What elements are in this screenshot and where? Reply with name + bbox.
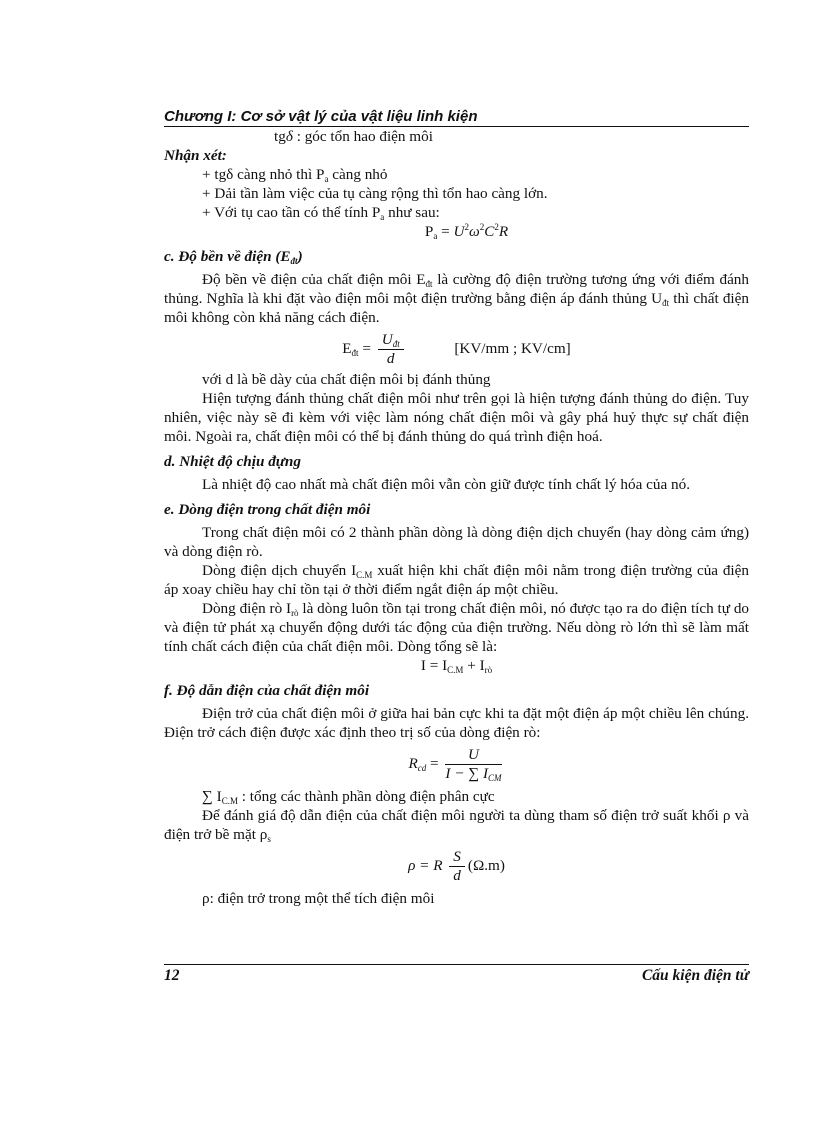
nhan-xet-title: Nhận xét: bbox=[164, 147, 227, 164]
formula-total-current: $I = I_{C.M} + I_{rò}$ bbox=[420, 657, 493, 675]
section-c-paragraph-2: Hiện tượng đánh thủng chất điện môi như trên gọi là hiện tượng đánh thủng do điện. Tuy nhiên, việc này sẽ đi kèm với việc làm nóng chất điện môi và gây phá huỷ thực sự chất điện môi. Ngoài ra, chất điện môi có thể bị đánh thủng do quá trình điện hoá. bbox=[164, 390, 749, 445]
section-f-title: f. Độ dẫn điện của chất điện môi bbox=[164, 682, 370, 699]
formula-rcd: $R_{cd}$ = $\frac{U}{I - \sum I_{CM}}$ bbox=[408, 746, 502, 783]
section-f-paragraph-2: Để đánh giá độ dẫn điện của chất điện môi người ta dùng tham số điện trở suất khối ρ và điện trở bề mặt $\rho_s$ bbox=[164, 807, 749, 844]
remark-2: + Dải tần làm việc của tụ càng rộng thì tổn hao càng lớn. bbox=[202, 185, 548, 202]
formula-rcd-fraction: $\frac{U}{I - \sum I_{CM}}$ bbox=[445, 746, 502, 783]
page-footer bbox=[164, 964, 749, 985]
section-f-paragraph-1: Điện trở của chất điện môi ở giữa hai bản cực khi ta đặt một điện áp một chiều lên chúng. Điện trở cách điện được xác định theo trị số của dòng điện rò: bbox=[164, 705, 749, 741]
page-body bbox=[164, 108, 749, 908]
formula-edt-fraction: $\frac{U_{đt}}{d}$ bbox=[378, 331, 404, 368]
formula-edt: $E_{đt}$ = $\frac{U_{đt}}{d}$ [KV/mm ; KV/cm] bbox=[342, 331, 571, 367]
remark-3: + Với tụ cao tần có thể tính $P_a$ như sau: bbox=[202, 204, 440, 222]
section-d-paragraph: Là nhiệt độ cao nhất mà chất điện môi vẫn còn giữ được tính chất lý hóa của nó. bbox=[202, 476, 690, 493]
section-d-title: d. Nhiệt độ chịu đựng bbox=[164, 453, 301, 470]
book-title: Cấu kiện điện tử bbox=[641, 967, 749, 984]
tg-definition: tgδ : góc tổn hao điện môi bbox=[274, 128, 433, 145]
sum-definition: ∑ $I_{C.M}$ : tổng các thành phần dòng điện phân cực bbox=[202, 788, 495, 806]
section-c-title: c. Độ bền về điện $(E_{đt})$ bbox=[164, 248, 303, 266]
chapter-header: Chương I: Cơ sở vật lý của vật liệu linh kiện bbox=[164, 108, 749, 127]
formula-pa: $P_a = U^2\omega^2C^2R$ bbox=[424, 222, 509, 241]
rho-definition: ρ: điện trở trong một thể tích điện môi bbox=[202, 890, 435, 907]
formula-rho-fraction: $\frac{S}{d}$ bbox=[449, 848, 465, 885]
section-c-where: với d là bề dày của chất điện môi bị đánh thủng bbox=[202, 371, 491, 388]
page-number: 12 bbox=[164, 967, 180, 984]
remark-1: + tgδ càng nhỏ thì $P_a$ càng nhỏ bbox=[202, 166, 388, 184]
section-e-paragraph-2: Dòng điện dịch chuyển $I_{C.M}$ xuất hiện khi chất điện môi nằm trong điện trường của điện áp xoay chiều hay chỉ tồn tại ở thời điểm ngắt điện áp một chiều. bbox=[164, 562, 749, 598]
section-e-paragraph-1: Trong chất điện môi có 2 thành phần dòng là dòng điện dịch chuyển (hay dòng cảm ứng) và dòng điện rò. bbox=[164, 524, 749, 560]
section-e-paragraph-3: Dòng điện rò $I_{rò}$ là dòng luôn tồn tại trong chất điện môi, nó được tạo ra do điện tích tự do và điện tử phát xạ chuyển động dưới tác động của điện trường. Nếu dòng rò lớn thì sẽ làm mất tính chất cách điện của chất điện môi. Dòng tổng sẽ là: bbox=[164, 600, 750, 655]
section-e-title: e. Dòng điện trong chất điện môi bbox=[164, 501, 371, 518]
section-c-paragraph-1: Độ bền về điện của chất điện môi $E_{đt}$ là cường độ điện trường tương ứng với điểm đánh thủng. Nghĩa là khi đặt vào điện môi một điện trường bằng điện áp đánh thủng $U_{đt}$ thì chất điện môi không còn khả năng cách điện. bbox=[164, 271, 749, 326]
formula-rho: ρ = R $\frac{S}{d}$ (Ω.m) bbox=[408, 848, 505, 884]
